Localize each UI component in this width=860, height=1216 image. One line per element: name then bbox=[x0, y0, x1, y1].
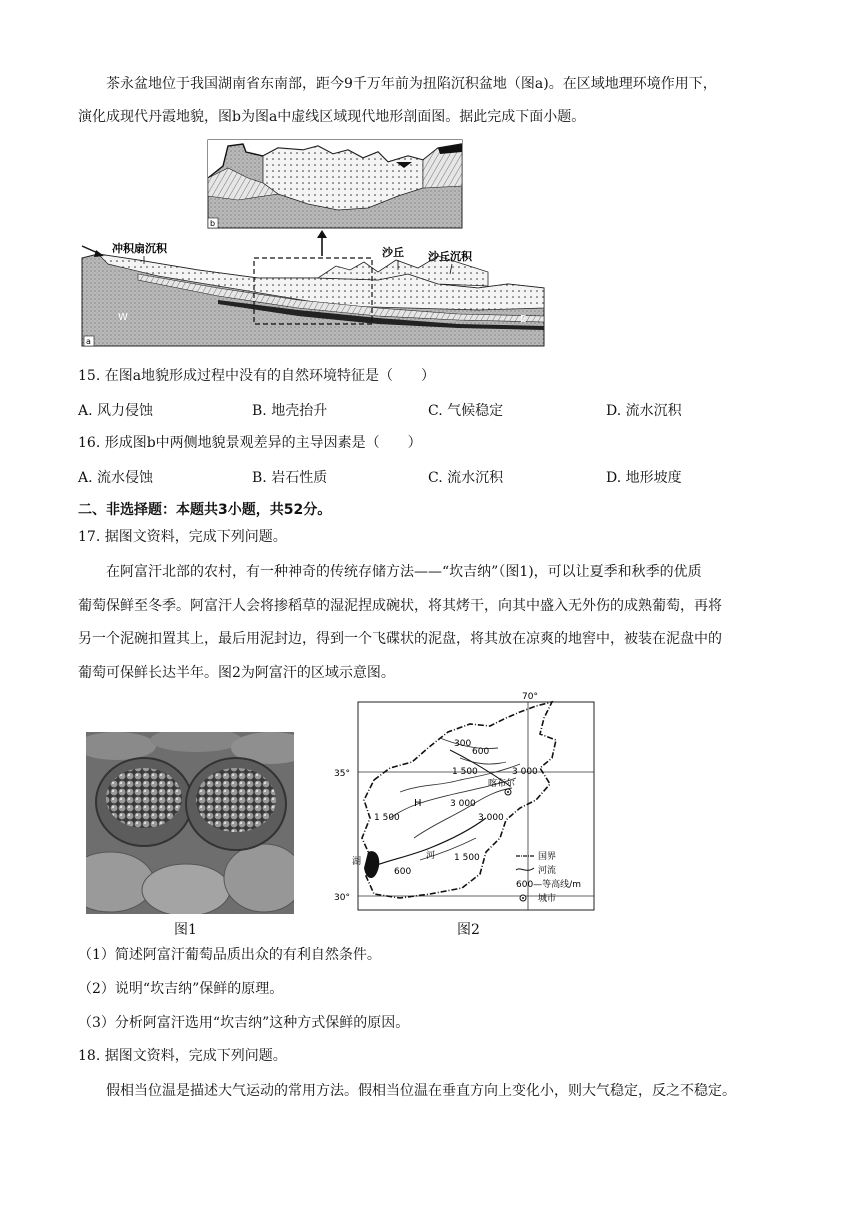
q17-para-1: 在阿富汗北部的农村，有一种神奇的传统存储方法——“坎吉纳”（图1)，可以让夏季和秋季的优质 bbox=[106, 564, 702, 580]
legend-contour: 600—等高线/m bbox=[516, 880, 581, 890]
figure-b bbox=[208, 140, 462, 228]
intro-line-2: 演化成现代丹霞地貌，图b为图a中虚线区域现代地形剖面图。据此完成下面小题。 bbox=[78, 109, 586, 125]
legend-city: 城市 bbox=[538, 894, 557, 904]
q16-option-c[interactable]: C. 流水沉积 bbox=[428, 470, 504, 486]
city-label-kabul: 喀布尔 bbox=[488, 779, 516, 789]
figure-ab-cross-section bbox=[78, 138, 550, 350]
label-h: H bbox=[414, 798, 422, 809]
q15-stem: 15. 在图a地貌形成过程中没有的自然环境特征是（ ） bbox=[78, 368, 436, 384]
q16-option-b[interactable]: B. 岩石性质 bbox=[252, 470, 328, 486]
q17-sub-3: （3）分析阿富汗选用“坎吉纳”这种方式保鲜的原因。 bbox=[78, 1015, 410, 1031]
contour-600-north: 600 bbox=[472, 747, 490, 757]
q15-option-c[interactable]: C. 气候稳定 bbox=[428, 403, 504, 419]
section-2-title: 二、非选择题：本题共3小题，共52分。 bbox=[78, 502, 332, 518]
figure-1-photo bbox=[86, 732, 294, 914]
contour-3000-south: 3 000 bbox=[478, 813, 504, 823]
contour-1500-west: 1 500 bbox=[374, 813, 400, 823]
q17-sub-1: （1）简述阿富汗葡萄品质出众的有利自然条件。 bbox=[78, 947, 381, 963]
contour-3000-east: 3 000 bbox=[512, 767, 538, 777]
figure-2-map bbox=[330, 688, 600, 914]
q16-option-d[interactable]: D. 地形坡度 bbox=[606, 470, 682, 486]
label-lon-70: 70° bbox=[522, 692, 538, 702]
contour-3000-center: 3 000 bbox=[450, 799, 476, 809]
figure-a-label: a bbox=[86, 337, 91, 346]
q18-para-1: 假相当位温是描述大气运动的常用方法。假相当位温在垂直方向上变化小，则大气稳定，反之不稳定。 bbox=[106, 1083, 736, 1099]
q15-option-d[interactable]: D. 流水沉积 bbox=[606, 403, 682, 419]
q16-stem: 16. 形成图b中两侧地貌景观差异的主导因素是（ ） bbox=[78, 435, 422, 451]
label-lat-30: 30° bbox=[334, 893, 350, 903]
figure-b-label: b bbox=[210, 219, 216, 228]
figure-2-caption: 图2 bbox=[457, 922, 480, 938]
q17-para-2: 葡萄保鲜至冬季。阿富汗人会将掺稻草的湿泥捏成碗状，将其烤干，向其中盛入无外伤的成熟葡萄，再将 bbox=[78, 598, 722, 614]
intro-line-1: 茶永盆地位于我国湖南省东南部，距今9千万年前为扭陷沉积盆地（图a)。在区域地理环境作用下， bbox=[106, 76, 717, 92]
q17-sub-2: （2）说明“坎吉纳”保鲜的原理。 bbox=[78, 981, 284, 997]
label-dune: 沙丘 bbox=[382, 246, 404, 259]
label-east: E bbox=[520, 314, 527, 325]
q17-para-3: 另一个泥碗扣置其上，最后用泥封边，得到一个飞碟状的泥盘，将其放在凉爽的地窖中，被装在泥盘中的 bbox=[78, 631, 722, 647]
q18-stem: 18. 据图文资料，完成下列问题。 bbox=[78, 1048, 287, 1064]
contour-1500-north: 1 500 bbox=[452, 767, 478, 777]
label-dune-deposit: 沙丘沉积 bbox=[428, 250, 472, 263]
contour-600-south: 600 bbox=[394, 867, 412, 877]
label-lat-35: 35° bbox=[334, 769, 350, 779]
contour-300: 300 bbox=[454, 739, 472, 749]
legend-river: 河流 bbox=[538, 866, 557, 876]
label-river: 河 bbox=[426, 851, 436, 861]
contour-1500-south: 1 500 bbox=[454, 853, 480, 863]
legend-border: 国界 bbox=[538, 852, 557, 862]
q15-option-b[interactable]: B. 地壳抬升 bbox=[252, 403, 328, 419]
q16-option-a[interactable]: A. 流水侵蚀 bbox=[78, 470, 154, 486]
label-west: W bbox=[118, 312, 128, 323]
label-alluvial-fan: 冲积扇沉积 bbox=[112, 242, 167, 255]
q17-stem: 17. 据图文资料，完成下列问题。 bbox=[78, 529, 287, 545]
q15-option-a[interactable]: A. 风力侵蚀 bbox=[78, 403, 154, 419]
q17-para-4: 葡萄可保鲜长达半年。图2为阿富汗的区域示意图。 bbox=[78, 665, 395, 681]
label-lake: 湖 bbox=[352, 857, 362, 867]
figure-a bbox=[82, 241, 544, 346]
figure-1-caption: 图1 bbox=[174, 922, 197, 938]
